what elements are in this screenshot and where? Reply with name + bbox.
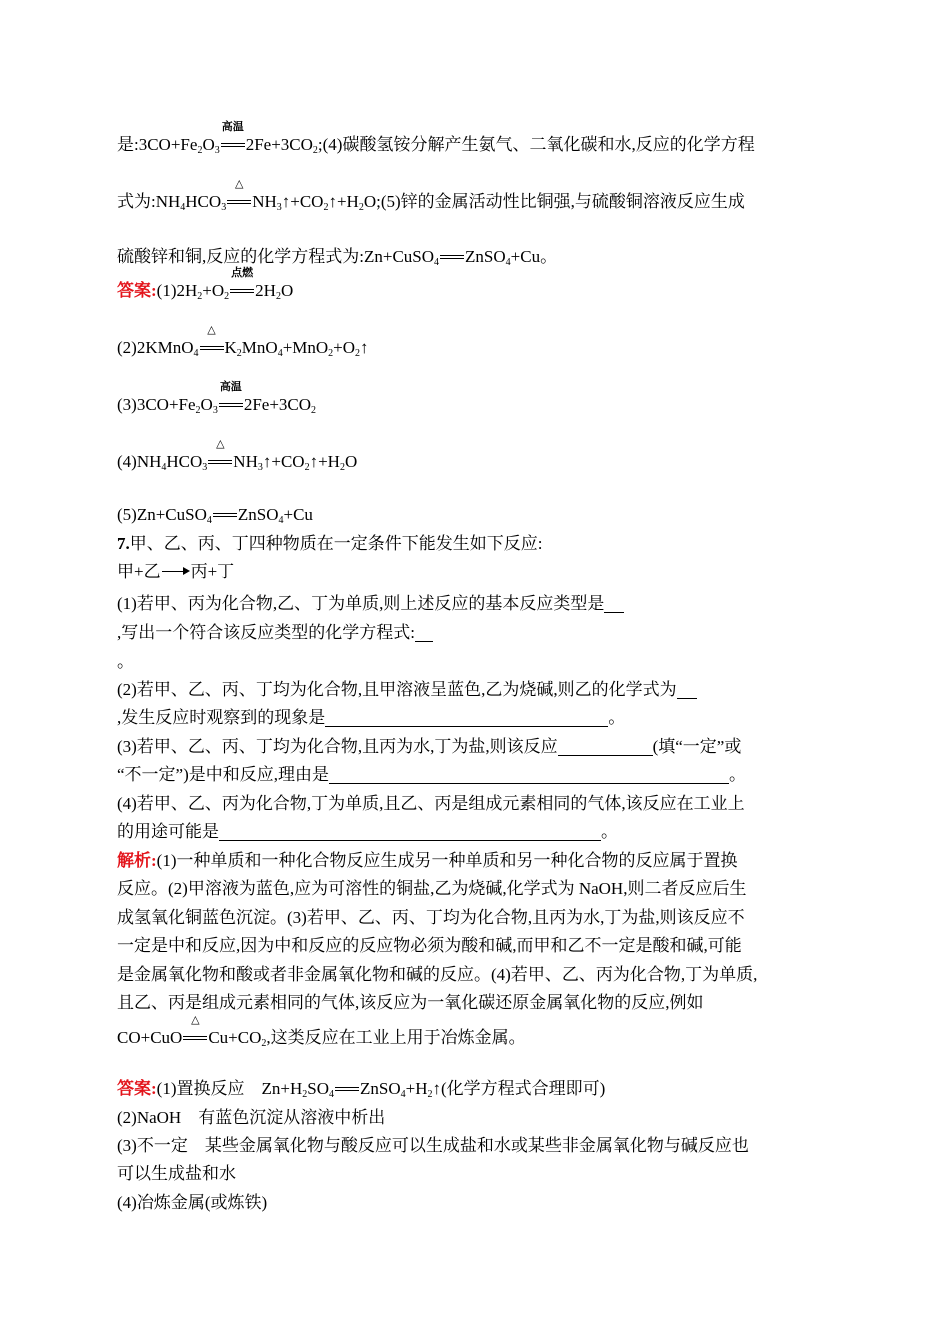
text: 。 — [608, 708, 626, 727]
text: (5)Zn+CuSO — [117, 505, 207, 524]
text: 式为:NH — [117, 192, 181, 211]
question7-part2-line2 — [117, 706, 625, 730]
equals-sign-high-temp — [218, 381, 244, 412]
question7-part3-line2 — [117, 763, 746, 787]
subscript: 2 — [312, 145, 318, 156]
reaction-condition: 点燃 — [231, 267, 254, 279]
subscript: 4 — [278, 515, 284, 526]
subscript: 4 — [193, 348, 199, 359]
subscript: 4 — [180, 202, 186, 213]
text: +Cu。 — [510, 247, 558, 266]
answer-label: 答案: — [117, 1079, 157, 1098]
subscript: 2 — [339, 462, 345, 473]
text: +MnO — [282, 338, 329, 357]
text: O — [200, 395, 213, 414]
question7-part1-line3 — [117, 650, 134, 674]
text: ,写出一个符合该反应类型的化学方程式: — [117, 623, 415, 642]
text: 。 — [601, 822, 618, 841]
subscript: 2 — [304, 462, 310, 473]
subscript: 3 — [276, 202, 282, 213]
subscript: 2 — [261, 1038, 267, 1049]
analysis-line-7 — [117, 1014, 526, 1050]
subscript: 4 — [161, 462, 167, 473]
text: O;(5)锌的金属活动性比铜强,与硫酸铜溶液反应生成 — [363, 192, 745, 211]
answer-blank[interactable] — [604, 594, 624, 613]
equals-sign — [439, 246, 465, 264]
answer7-line-3 — [117, 1134, 749, 1158]
answer-blank[interactable] — [219, 822, 601, 841]
text: 且乙、丙是组成元素相同的气体,该反应为一氧化碳还原金属氧化物的反应,例如 — [117, 993, 704, 1012]
question7-part2-line1 — [117, 678, 697, 702]
answer7-line-1 — [117, 1077, 605, 1101]
reaction-condition: 高温 — [219, 381, 242, 393]
subscript: 4 — [434, 257, 440, 268]
heat-icon: △ — [216, 438, 225, 450]
subscript: 2 — [197, 145, 203, 156]
heat-icon: △ — [234, 178, 244, 190]
subscript: 2 — [323, 202, 329, 213]
text: ,这类反应在工业上用于冶炼金属。 — [266, 1028, 526, 1047]
answer6-line-2 — [117, 324, 369, 360]
text: O — [202, 135, 215, 154]
text: 一定是中和反应,因为中和反应的反应物必须为酸和碱,而甲和乙不一定是酸和碱,可能 — [117, 936, 742, 955]
text: 的用途可能是 — [117, 822, 219, 841]
text: 成氢氧化铜蓝色沉淀。(3)若甲、乙、丙、丁均为化合物,且丙为水,丁为盐,则该反应不 — [117, 908, 745, 927]
answer6-line-1 — [117, 267, 294, 303]
text: ↑+H — [309, 452, 340, 471]
equals-sign — [212, 504, 238, 522]
text: (4)冶炼金属(或炼铁) — [117, 1193, 268, 1212]
question-text: 甲、乙、丙、丁四种物质在一定条件下能发生如下反应: — [129, 534, 543, 553]
question7-part4-line1 — [117, 792, 745, 816]
text: K — [224, 338, 237, 357]
subscript: 2 — [224, 291, 230, 302]
subscript: 4 — [277, 348, 283, 359]
text: CO+CuO — [117, 1028, 183, 1047]
text: 可以生成盐和水 — [117, 1164, 236, 1183]
subscript: 2 — [328, 348, 334, 359]
text: 。 — [117, 652, 134, 671]
text: ZnSO — [359, 1079, 401, 1098]
text: (1)若甲、丙为化合物,乙、丁为单质,则上述反应的基本反应类型是 — [117, 594, 605, 613]
analysis-line-5 — [117, 963, 757, 987]
text: O — [344, 452, 358, 471]
question7-part1-line1 — [117, 592, 624, 616]
text: NH — [252, 192, 277, 211]
subscript: 4 — [328, 1089, 334, 1100]
text: 硫酸锌和铜,反应的化学方程式为:Zn+CuSO — [117, 247, 435, 266]
text: ,发生反应时观察到的现象是 — [117, 708, 326, 727]
text: (3)若甲、乙、丙、丁均为化合物,且丙为水,丁为盐,则该反应 — [117, 737, 558, 756]
equals-sign-heat — [182, 1014, 208, 1045]
analysis-line-3 — [117, 906, 745, 930]
question7-stem — [117, 532, 542, 556]
text: (1)2H — [156, 281, 198, 300]
text: (2)若甲、乙、丙、丁均为化合物,且甲溶液呈蓝色,乙为烧碱,则乙的化学式为 — [117, 680, 677, 699]
equals-sign-heat — [207, 438, 233, 469]
question-number: 7. — [117, 534, 130, 553]
text: (3)不一定 某些金属氧化物与酸反应可以生成盐和水或某些非金属氧化物与碱反应也 — [117, 1136, 749, 1155]
answer6-line-4 — [117, 438, 358, 474]
explanation-line-1 — [117, 121, 755, 157]
text: 甲+乙 — [117, 562, 161, 581]
text: +Cu — [283, 505, 313, 524]
text: MnO — [241, 338, 278, 357]
analysis-line-2 — [117, 877, 746, 901]
answer6-line-3 — [117, 381, 317, 417]
analysis-line-1 — [117, 849, 738, 873]
text: 反应。(2)甲溶液为蓝色,应为可溶性的铜盐,乙为烧碱,化学式为 NaOH,则二者反应后生 — [117, 879, 747, 898]
subscript: 4 — [400, 1089, 406, 1100]
text: ;(4)碳酸氢铵分解产生氨气、二氧化碳和水,反应的化学方程 — [317, 135, 755, 154]
text: ↑+H — [328, 192, 359, 211]
analysis-line-4 — [117, 934, 742, 958]
subscript: 2 — [302, 1089, 308, 1100]
text: Cu+CO — [208, 1028, 262, 1047]
text: 2Fe+3CO — [243, 395, 312, 414]
text: HCO — [185, 192, 222, 211]
analysis-label: 解析: — [117, 851, 157, 870]
explanation-line-2 — [117, 178, 745, 214]
answer-blank[interactable] — [415, 623, 433, 642]
text: NH — [233, 452, 258, 471]
subscript: 2 — [236, 348, 242, 359]
subscript: 4 — [505, 257, 511, 268]
text: 2H — [255, 281, 276, 300]
text: (2)NaOH 有蓝色沉淀从溶液中析出 — [117, 1108, 386, 1127]
equals-sign-high-temp — [220, 121, 246, 152]
text: (2)2KMnO — [117, 338, 194, 357]
reaction-condition: 高温 — [221, 121, 244, 133]
text: (1)一种单质和一种化合物反应生成另一种单质和另一种化合物的反应属于置换 — [156, 851, 738, 870]
subscript: 3 — [214, 145, 220, 156]
text: ↑(化学方程式合理即可) — [432, 1079, 606, 1098]
answer6-line-5 — [117, 503, 313, 527]
equals-sign-heat — [226, 178, 252, 209]
question7-reaction — [117, 560, 234, 584]
subscript: 2 — [195, 405, 201, 416]
text: +O — [333, 338, 356, 357]
text: O — [280, 281, 294, 300]
text: 是金属氧化物和酸或者非金属氧化物和碱的反应。(4)若甲、乙、丙为化合物,丁为单质, — [117, 965, 758, 984]
subscript: 3 — [212, 405, 218, 416]
subscript: 2 — [355, 348, 361, 359]
question7-part3-line1 — [117, 735, 741, 759]
text: ZnSO — [237, 505, 279, 524]
question7-part4-line2 — [117, 820, 618, 844]
answer-blank[interactable] — [325, 708, 608, 727]
question7-part1-line2 — [117, 621, 433, 645]
heat-icon: △ — [191, 1014, 200, 1026]
text: HCO — [166, 452, 203, 471]
subscript: 3 — [257, 462, 263, 473]
subscript: 2 — [197, 291, 203, 302]
text: SO — [307, 1079, 329, 1098]
text: (填“一定”或 — [652, 737, 742, 756]
text: (1)置换反应 Zn+H — [156, 1079, 303, 1098]
text: (4)若甲、乙、丙为化合物,丁为单质,且乙、丙是组成元素相同的气体,该反应在工业上 — [117, 794, 745, 813]
text: 。 — [729, 765, 747, 784]
text: 丙+丁 — [190, 562, 235, 581]
heat-icon: △ — [207, 324, 216, 336]
answer7-line-2 — [117, 1106, 385, 1130]
analysis-line-6 — [117, 991, 704, 1015]
answer-label: 答案: — [117, 281, 157, 300]
text: 是:3CO+Fe — [117, 135, 198, 154]
text: “不一定”)是中和反应,理由是 — [117, 765, 330, 784]
equals-sign — [334, 1078, 360, 1096]
text: 2Fe+3CO — [245, 135, 313, 154]
subscript: 2 — [311, 405, 317, 416]
subscript: 2 — [275, 291, 281, 302]
text: (4)NH — [117, 452, 162, 471]
text: ↑ — [360, 338, 369, 357]
answer-blank[interactable] — [677, 680, 697, 699]
subscript: 2 — [358, 202, 364, 213]
equals-sign-ignite — [229, 267, 255, 298]
text: ↑+CO — [262, 452, 305, 471]
answer-blank[interactable] — [329, 765, 729, 784]
subscript: 3 — [202, 462, 208, 473]
explanation-line-3 — [117, 245, 557, 269]
subscript: 4 — [206, 515, 212, 526]
text: +O — [202, 281, 225, 300]
subscript: 3 — [221, 202, 227, 213]
text: ZnSO — [465, 247, 506, 266]
right-arrow-icon — [161, 561, 191, 579]
equals-sign-heat — [199, 324, 225, 355]
answer7-line-4 — [117, 1162, 236, 1186]
answer7-line-5 — [117, 1191, 267, 1215]
text: +H — [405, 1079, 428, 1098]
text: ↑+CO — [281, 192, 324, 211]
text: (3)3CO+Fe — [117, 395, 196, 414]
answer-blank[interactable] — [558, 737, 653, 756]
subscript: 2 — [427, 1089, 433, 1100]
